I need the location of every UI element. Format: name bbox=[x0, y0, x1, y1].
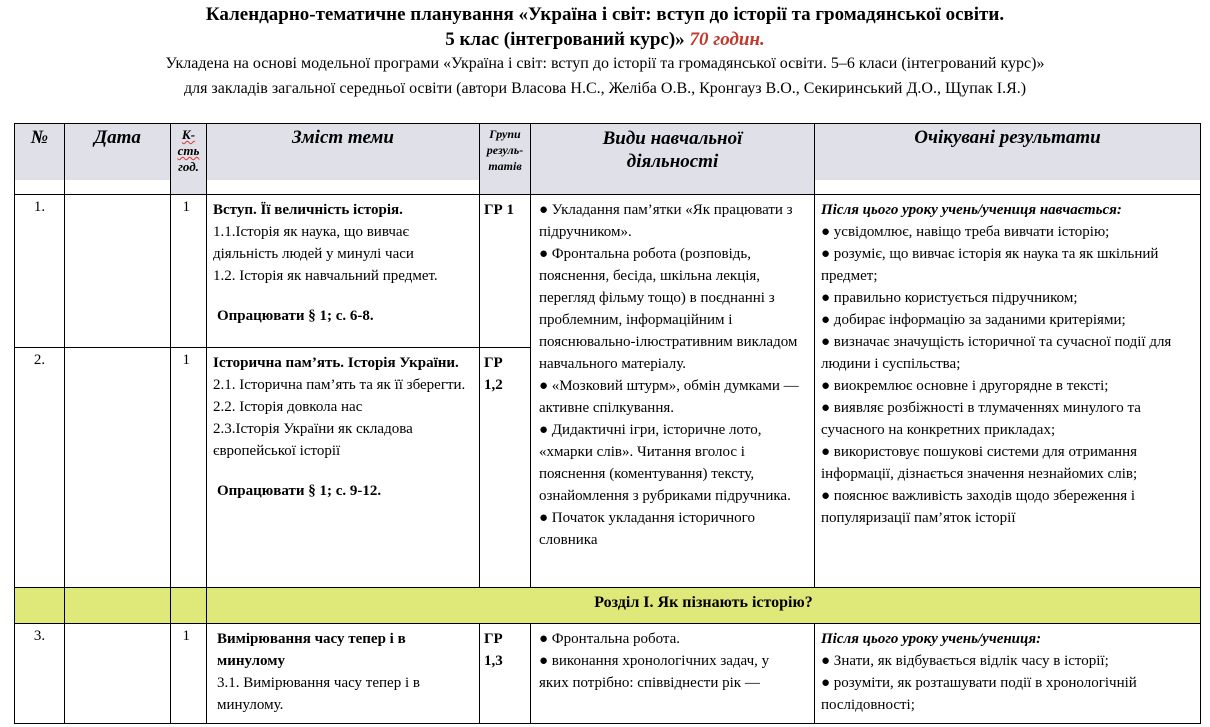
row-hours: 1 bbox=[171, 348, 207, 588]
row-group: ГР 1,2 bbox=[480, 348, 531, 588]
doc-title-grade: 5 клас (інтегрований курс)» bbox=[445, 29, 685, 50]
row-date bbox=[65, 624, 171, 724]
row-number: 1. bbox=[15, 195, 65, 348]
col-header-num: № bbox=[15, 124, 65, 195]
row-results: Після цього уроку учень/учениця: ● Знати, як відбувається відлік часу в історії; ● розуміти, як розташувати події в хронологічній послідовності; bbox=[815, 624, 1201, 724]
table-row bbox=[15, 624, 1201, 724]
row-hours: 1 bbox=[171, 195, 207, 348]
doc-subtitle-line-2: для закладів загальної середньої освіти (автори Власова Н.С., Желіба О.В., Кронгауз В.О., Секиринський Д.О., Щупак І.Я.) bbox=[183, 80, 1027, 97]
doc-title-line-2 bbox=[0, 29, 1210, 51]
table-header-row bbox=[15, 124, 1201, 195]
row-topic: Історична пам’ять. Історія України. 2.1. Історична пам’ять та як її зберегти. 2.2. Історія довкола нас 2.3.Історія України як складова європейської історії Опрацювати § 1; с. 9-12. bbox=[207, 348, 480, 588]
row-number: 3. bbox=[15, 624, 65, 724]
row-activities: ● Укладання пам’ятки «Як працювати з підручником». ● Фронтальна робота (розповідь, пояснення, бесіда, шкільна лекція, перегляд фільму тощо) в поєднанні з проблемним, інформаційним і пояснювально-ілюстративним викладом навчального матеріалу. ● «Мозковий штурм», обмін думками — активне спілкування. ● Дидактичні ігри, історичне лото, «хмарки слів». Читання вголос і пояснення (коментування) тексту, ознайомлення з рубриками підручника. ● Початок укладання історичного словника bbox=[531, 195, 815, 588]
row-date bbox=[65, 348, 171, 588]
doc-subtitle-line-1: Укладена на основі модельної програми «Україна і світ: вступ до історії та громадянської освіти. 5–6 класи (інтегрований курс)» bbox=[165, 55, 1045, 72]
col-header-activities: Види навчальної діяльності bbox=[531, 124, 815, 195]
col-header-count: К- сть год. bbox=[171, 124, 207, 195]
row-results: Після цього уроку учень/учениця навчається: ● усвідомлює, навіщо треба вивчати історію; ● розуміє, що вивчає історія як наука та як шкільний предмет; ● правильно користується підручником; ● добирає інформацію за заданими критеріями; ● визначає значущість історичної та сучасної події для людини і суспільства; ● виокремлює основне і другорядне в тексті; ● виявляє розбіжності в тлумаченнях минулого та сучасного на конкретних прикладах; ● використовує пошукові системи для отримання інформації, дізнається значення незнайомих слів; ● пояснює важливість заходів щодо збереження і популяризації пам’яток історії bbox=[815, 195, 1201, 588]
section-row bbox=[15, 588, 1201, 624]
row-group: ГР 1,3 bbox=[480, 624, 531, 724]
col-header-groups: Групи резуль- татів bbox=[480, 124, 531, 195]
row-group: ГР 1 bbox=[480, 195, 531, 348]
table-row bbox=[15, 195, 1201, 348]
row-topic: Вимірювання часу тепер і в минулому 3.1. Вимірювання часу тепер і в минулому. bbox=[207, 624, 480, 724]
section-cell-num bbox=[15, 588, 65, 624]
doc-title-line-1: Календарно-тематичне планування «Україна і світ: вступ до історії та громадянської освіти. bbox=[205, 4, 1005, 25]
doc-title-hours: 70 годин. bbox=[689, 29, 765, 50]
section-cell-count bbox=[171, 588, 207, 624]
row-date bbox=[65, 195, 171, 348]
section-cell-date bbox=[65, 588, 171, 624]
col-header-topic: Зміст теми bbox=[207, 124, 480, 195]
section-title: Розділ І. Як пізнають історію? bbox=[207, 588, 1201, 624]
row-topic: Вступ. Її величність історія. 1.1.Історія як наука, що вивчає діяльність людей у минулі часи 1.2. Історія як навчальний предмет. Опрацювати § 1; с. 6-8. bbox=[207, 195, 480, 348]
col-header-date: Дата bbox=[65, 124, 171, 195]
row-activities: ● Фронтальна робота. ● виконання хронологічних задач, у яких потрібно: співвіднести рік — bbox=[531, 624, 815, 724]
row-hours: 1 bbox=[171, 624, 207, 724]
col-header-results: Очікувані результати bbox=[815, 124, 1201, 195]
row-number: 2. bbox=[15, 348, 65, 588]
plan-table bbox=[14, 123, 1201, 724]
